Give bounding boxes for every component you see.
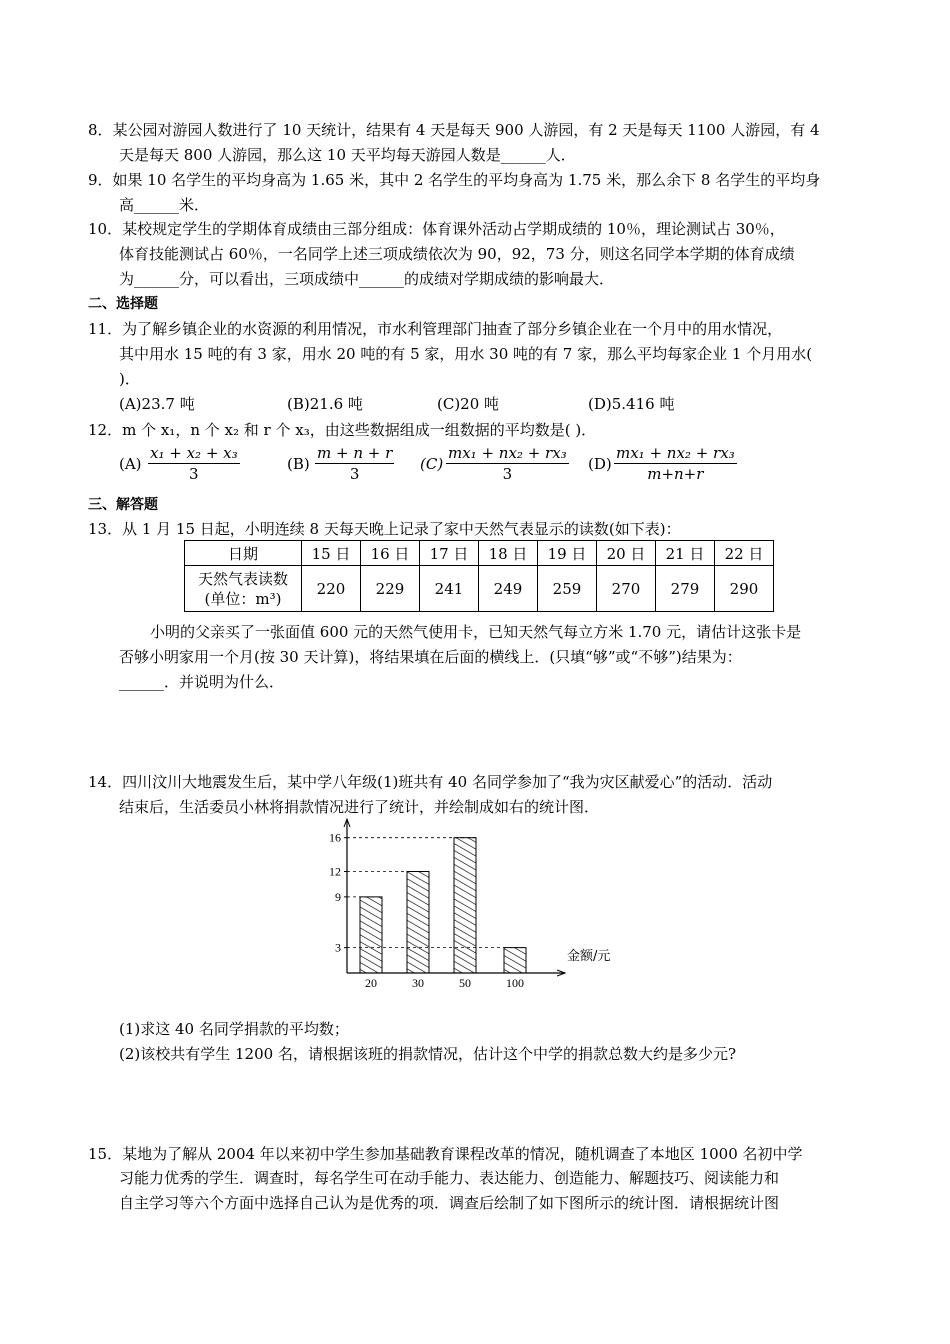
q9-line1: 9．如果 10 名学生的平均身高为 1.65 米，其中 2 名学生的平均身高为 1.75 米，那么余下 8 名学生的平均身 [88, 171, 821, 189]
q12-option-b-denominator: 3 [349, 465, 360, 483]
q12-option-a-numerator: x₁ + x₂ + x₃ [150, 444, 238, 462]
q12-option-d-numerator: mx₁ + nx₂ + rx₃ [616, 444, 735, 462]
q12-option-d-fraction [614, 443, 737, 484]
table-cell-date: 20 日 [597, 541, 656, 566]
donation-bar-chart [320, 815, 630, 995]
q12-option-d-label: (D) [588, 455, 612, 473]
table-cell-reading: 220 [302, 566, 361, 612]
q11-line3: )． [119, 370, 140, 388]
q10-line3: 为______分，可以看出，三项成绩中______的成绩对学期成绩的影响最大． [119, 270, 615, 288]
q13-paragraph-line1: 小明的父亲买了一张面值 600 元的天然气使用卡，已知天然气每立方米 1.70 元，请估计这张卡是 [150, 623, 802, 641]
q12-option-a-denominator: 3 [189, 465, 199, 483]
x-axis-label: 金额/元 [567, 949, 611, 964]
bar-50 [454, 838, 476, 973]
table-cell-date: 19 日 [538, 541, 597, 566]
y-tick-label: 12 [329, 864, 341, 879]
table-cell-date: 18 日 [479, 541, 538, 566]
table-cell-date: 15 日 [302, 541, 361, 566]
table-row [185, 566, 774, 612]
table-cell-reading: 249 [479, 566, 538, 612]
q11-option-d: (D)5.416 吨 [588, 395, 675, 413]
q14-line2: 结束后，生活委员小林将捐款情况进行了统计，并绘制成如右的统计图． [119, 798, 600, 816]
table-cell-reading: 279 [656, 566, 715, 612]
table-cell-reading: 270 [597, 566, 656, 612]
section-heading-choice: 二、选择题 [88, 296, 158, 312]
q14-sub2: (2)该校共有学生 1200 名，请根据该班的捐款情况，估计这个中学的捐款总数大约是多少元? [119, 1045, 737, 1063]
table-cell-date: 17 日 [420, 541, 479, 566]
q12-option-c-fraction [446, 443, 569, 484]
q11-line2: 其中用水 15 吨的有 3 家，用水 20 吨的有 5 家，用水 30 吨的有 7 家，那么平均每家企业 1 个月用水( [119, 345, 813, 363]
gas-reading-table [184, 540, 774, 612]
y-tick-label: 3 [335, 940, 341, 955]
table-row [185, 541, 774, 566]
q12-option-c-denominator: 3 [502, 465, 513, 483]
x-tick-label: 30 [412, 976, 424, 990]
q8-line1: 8．某公园对游园人数进行了 10 天统计，结果有 4 天是每天 900 人游园，有 2 天是每天 1100 人游园，有 4 [88, 121, 820, 139]
q15-line3: 自主学习等六个方面中选择自己认为是优秀的项．调查后绘制了如下图所示的统计图．请根据统计图 [119, 1194, 780, 1212]
table-header-date: 日期 [185, 541, 302, 566]
table-cell-reading: 290 [715, 566, 774, 612]
q11-line1: 11．为了解乡镇企业的水资源的利用情况，市水利管理部门抽查了部分乡镇企业在一个月中的用水情况， [88, 320, 783, 338]
q9-line2: 高______米． [119, 196, 210, 214]
q13-line1: 13．从 1 月 15 日起，小明连续 8 天每天晚上记录了家中天然气表显示的读数(如下表)： [88, 520, 681, 538]
table-cell-reading: 241 [420, 566, 479, 612]
q12-option-a-fraction [148, 443, 240, 484]
bar-20 [360, 897, 382, 973]
q12-option-b-fraction [315, 443, 394, 484]
table-row-label-line1: 天然气表读数 [197, 569, 288, 588]
q12-option-a-label: (A) [119, 455, 142, 473]
x-tick-label: 100 [506, 976, 524, 990]
table-cell-date: 21 日 [656, 541, 715, 566]
q11-option-b: (B)21.6 吨 [287, 395, 363, 413]
q14-sub1: (1)求这 40 名同学捐款的平均数； [119, 1020, 349, 1038]
q12-option-c-numerator: mx₁ + nx₂ + rx₃ [448, 444, 567, 462]
y-tick-label: 16 [329, 830, 341, 845]
q11-option-c: (C)20 吨 [437, 395, 500, 413]
table-cell-reading: 259 [538, 566, 597, 612]
q12-option-c-label: (C) [420, 455, 444, 473]
q15-line2: 习能力优秀的学生．调查时，每名学生可在动手能力、表达能力、创造能力、解题技巧、阅读能力和 [119, 1169, 780, 1187]
q13-paragraph-line2: 否够小明家用一个月(按 30 天计算)，将结果填在后面的横线上．(只填“够”或“不够”)结果为： [119, 648, 742, 666]
y-tick-label: 9 [335, 889, 341, 904]
q8-line2: 天是每天 800 人游园，那么这 10 天平均每天游园人数是______人． [119, 146, 576, 164]
table-cell-date: 22 日 [715, 541, 774, 566]
q14-line1: 14．四川汶川大地震发生后，某中学八年级(1)班共有 40 名同学参加了“我为灾区献爱心”的活动．活动 [88, 773, 773, 791]
q12-option-b-label: (B) [287, 455, 310, 473]
q15-line1: 15．某地为了解从 2004 年以来初中学生参加基础教育课程改革的情况，随机调查了本地区 1000 名初中学 [88, 1145, 803, 1163]
bar-100 [504, 948, 526, 973]
section-heading-answer: 三、解答题 [88, 497, 158, 513]
q12-line1: 12．m 个 x₁，n 个 x₂ 和 r 个 x₃，由这些数据组成一组数据的平均数是( )． [88, 421, 597, 439]
q11-option-a: (A)23.7 吨 [119, 395, 195, 413]
bar-30 [407, 872, 429, 973]
table-cell-date: 16 日 [361, 541, 420, 566]
q13-paragraph-line3: ______．并说明为什么． [119, 673, 285, 691]
table-cell-reading: 229 [361, 566, 420, 612]
table-row-label [185, 566, 302, 612]
q10-line2: 体育技能测试占 60％，一名同学上述三项成绩依次为 90，92，73 分，则这名同学本学期的体育成绩 [119, 245, 795, 263]
x-tick-label: 20 [365, 976, 377, 990]
q12-option-d-denominator: m+n+r [647, 465, 704, 483]
x-tick-label: 50 [459, 976, 471, 990]
q12-option-b-numerator: m + n + r [317, 444, 393, 462]
table-row-label-line2: (单位：m³) [204, 589, 282, 608]
q10-line1: 10．某校规定学生的学期体育成绩由三部分组成：体育课外活动占学期成绩的 10％，理论测试占 30％， [88, 220, 785, 238]
